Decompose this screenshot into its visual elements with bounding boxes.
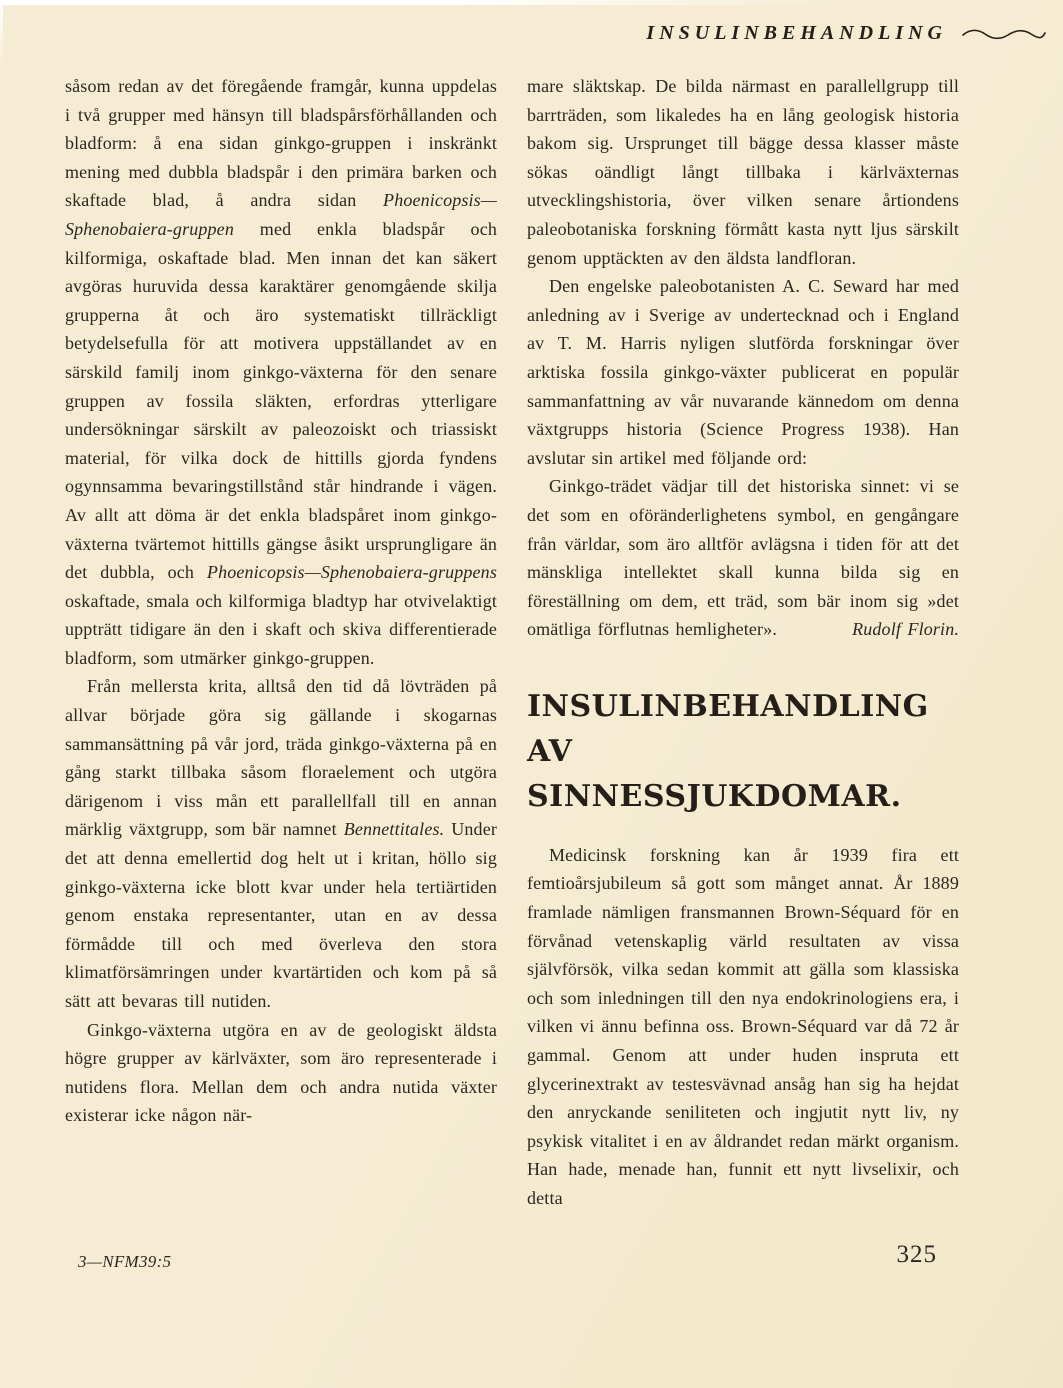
paragraph xyxy=(527,472,959,644)
section-heading-line: SINNESSJUKDOMAR. xyxy=(527,778,902,814)
article-body xyxy=(65,72,959,1213)
text-run: Medicinsk forskning kan år 1939 fira ett femtioårsjubileum så gott som månget annat. År 1889 framlade nämligen fransmannen Brown-Séquard för en förvånad vetenskaplig värld resultaten av vissa självförsök, vilka sedan kommit att gälla som klassiska och som inledningen till den nya endokrinologiens era, i vilken vi ännu befinna oss. Brown-Séquard var då 72 år gammal. Genom att under huden inspruta ett glycerinextrakt av testesvävnad ansåg han sig ha hejdat den anryckande seniliteten och ingjutit nytt liv, ny psykisk vitalitet i en av åldrandet redan märkt organism. Han hade, menade han, funnit ett nytt livselixir, och detta xyxy=(527,844,959,1208)
running-header xyxy=(646,22,1047,45)
italic-text-run: Phoenicopsis—Sphenobaiera-gruppens xyxy=(206,562,497,583)
italic-text-run: Bennettitales. xyxy=(343,819,445,840)
italic-text-run: Phoenicopsis—Sphenobaiera-gruppen xyxy=(65,190,497,239)
paragraph xyxy=(65,72,497,672)
paragraph xyxy=(65,1016,497,1130)
paragraph xyxy=(527,72,959,272)
text-run: Den engelske paleobotanisten A. C. Seward har med anledning av i Sverige av undertecknad och i England av T. M. Harris nyligen slutförda forskningar över arktiska fossila ginkgo-växter publicerat en populär sammanfattning av vår nuvarande kännedom om denna växtgrupps historia (Science Progress 1938). Han avslutar sin artikel med följande ord: xyxy=(527,276,959,468)
text-run: Från mellersta krita, alltså den tid då lövträden på allvar började göra sig gällande i skogarnas sammansättning på vår jord, träda ginkgo-växterna på en gång starkt tillbaka såsom floraelement och utgöra därigenom i viss mån ett parallellfall till en annan märklig växtgrupp, som bär namnet xyxy=(65,676,497,840)
paragraph xyxy=(65,672,497,1015)
page-number: 325 xyxy=(896,1241,937,1268)
scan-edge-artifact-left xyxy=(0,0,3,70)
text-run: mare släktskap. De bilda närmast en parallellgrupp till barrträden, som likaledes ha en lång geologisk historia bakom sig. Ursprunget till bägge dessa klasser måste sökas oändligt långt tillbaka i kärlväxternas utvecklingshistoria, över vilken senare årtiondens paleobotaniska forskning förmått kasta nytt ljus särskilt genom upptäckten av den äldsta landfloran. xyxy=(527,76,959,268)
text-run: Under det att denna emellertid dog helt ut i kritan, höllo sig ginkgo-växterna icke blott kvar under hela tertiärtiden genom enstaka representanter, utan en av dessa förmådde till och med överleva den stora klimatförsämringen under kvartärtiden och kom på så sätt att bevaras till nutiden. xyxy=(65,819,497,1011)
running-header-title: INSULINBEHANDLING xyxy=(646,22,947,44)
text-run: med enkla bladspår och kilformiga, oskaftade blad. Men innan det kan säkert avgöras huruvida dessa karaktärer genomgående skilja grupperna åt och äro systematiskt tillräckligt betydelsefulla för att motivera uppställandet av en särskild familj inom ginkgo-växterna för den senare gruppen av fossila släkten, erfordras ytterligare undersökningar särskilt av paleozoiskt och triassiskt material, för vilka dock de hittills gjorda fyndens ogynnsamma bevaringstillstånd står hindrande i vägen. Av allt att döma är det enkla bladspåret inom ginkgo-växterna tvärtemot hittills gängse åsikt ursprungligare än det dubbla, och xyxy=(65,218,497,583)
footer-signature-mark: 3—NFM39:5 xyxy=(78,1252,172,1271)
author-signature: Rudolf Florin. xyxy=(852,619,959,640)
text-run: såsom redan av det föregående framgår, kunna uppdelas i två grupper med hänsyn till bladspårsförhållanden och bladform: å ena sidan ginkgo-gruppen i inskränkt mening med dubbla bladspår i den primära barken och skaftade blad, å andra sidan xyxy=(65,76,497,211)
scan-edge-artifact-top xyxy=(0,0,840,5)
text-run: Ginkgo-trädet vädjar till det historiska sinnet: vi se det som en oföränderlighetens symbol, en gengångare från världar, som äro alltför avlägsna i tiden för att det mänskliga intellektet skall kunna bilda sig en föreställning om dem, ett träd, som bär inom sig »det omätliga förflutnas hemligheter». xyxy=(527,476,959,640)
section-heading-line: INSULINBEHANDLING AV xyxy=(527,688,929,769)
paragraph xyxy=(527,272,959,472)
wavy-rule-icon xyxy=(961,26,1047,42)
right-column xyxy=(527,72,959,1213)
section-heading xyxy=(527,684,959,819)
text-run: oskaftade, smala och kilformiga bladtyp har otvivelaktigt uppträtt tidigare än den i skaft och skiva differentierade bladform, som utmärker ginkgo-gruppen. xyxy=(65,590,497,668)
left-column xyxy=(65,72,497,1213)
text-run: Ginkgo-växterna utgöra en av de geologiskt äldsta högre grupper av kärlväxter, som äro representerade i nutidens flora. Mellan dem och andra nutida växter existerar icke någon när- xyxy=(65,1019,497,1126)
paragraph xyxy=(527,841,959,1213)
